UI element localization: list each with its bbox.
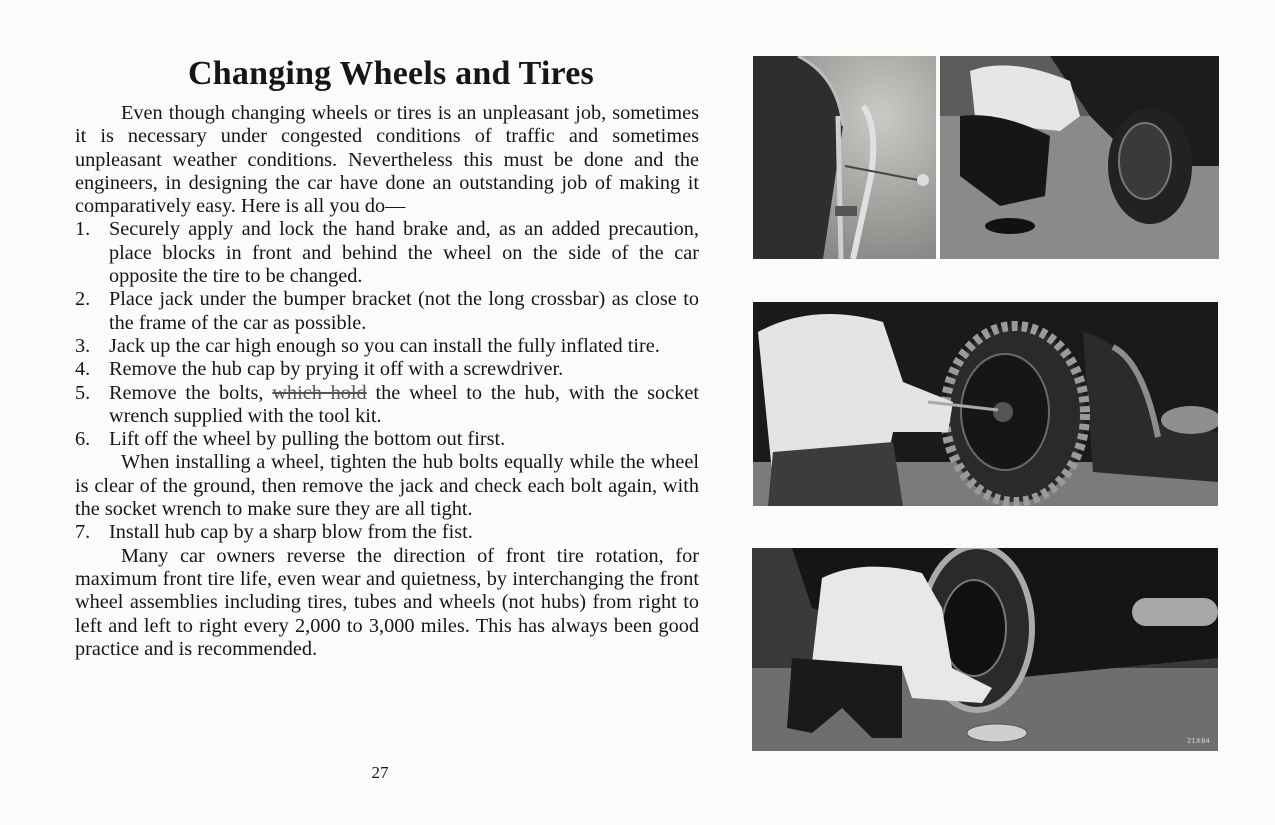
install-paragraph: When installing a wheel, tighten the hub bolts equally while the wheel is clear of the ground, then remove the jack and check each bolt again, with the socket wrench to make sure they are all tight. <box>75 451 699 521</box>
steps-list <box>75 218 699 451</box>
step-text-after: the wheel to the hub, with the socket wrench supplied with the tool kit. <box>109 381 699 427</box>
step-item <box>75 521 699 544</box>
step-item <box>75 218 699 288</box>
step-number: 5. <box>75 381 91 404</box>
remove-hubcap-illustration <box>940 56 1219 259</box>
step-number: 3. <box>75 334 91 357</box>
step-number: 6. <box>75 428 91 451</box>
photo-remove-bolts <box>753 302 1218 506</box>
figure-label: 21X84 <box>1187 738 1210 745</box>
page-title: Changing Wheels and Tires <box>188 55 594 92</box>
lift-wheel-illustration <box>752 548 1218 751</box>
rotation-paragraph: Many car owners reverse the direction of front tire rotation, for maximum front tire life, even wear and quietness, by interchanging the front wheel assemblies including tires, tubes and wheels (not hubs) from right to left and left to right every 2,000 to 3,000 miles. This has always been good practice and is recommended. <box>75 544 699 660</box>
step-number: 4. <box>75 358 91 381</box>
step-item <box>75 358 699 381</box>
step-number: 1. <box>75 218 91 241</box>
step-text: Lift off the wheel by pulling the bottom out first. <box>109 428 506 451</box>
step-item <box>75 288 699 335</box>
step-text: Securely apply and lock the hand brake and, as an added precaution, place blocks in front and behind the wheel on the side of the car opposite the tire to be changed. <box>109 218 699 288</box>
step-text: Jack up the car high enough so you can install the fully inflated tire. <box>109 334 660 357</box>
steps-list-continued <box>75 521 699 544</box>
struck-text: which hold <box>272 381 367 404</box>
step-text-before: Remove the bolts, <box>109 381 264 404</box>
photo-jack-bumper <box>753 56 936 259</box>
step-number: 2. <box>75 288 91 311</box>
step-text: Install hub cap by a sharp blow from the fist. <box>109 521 473 544</box>
step-text: Remove the hub cap by prying it off with a screwdriver. <box>109 358 564 381</box>
step-item <box>75 335 699 358</box>
text-column <box>75 52 699 661</box>
step-number: 7. <box>75 521 91 544</box>
photo-remove-hubcap <box>940 56 1219 259</box>
remove-bolts-illustration <box>753 302 1218 506</box>
step-item <box>75 428 699 451</box>
jack-bumper-illustration <box>753 56 936 259</box>
page-number: 27 <box>371 763 389 782</box>
photo-lift-wheel <box>752 548 1218 751</box>
intro-paragraph: Even though changing wheels or tires is an unpleasant job, sometimes it is necessary under congested conditions of traffic and sometimes unpleasant weather conditions. Nevertheless this must be done and the engineers, in designing the car have done an outstanding job of making it comparatively easy. Here is all you do— <box>75 102 699 218</box>
step-text: Place jack under the bumper bracket (not the long crossbar) as close to the frame of the car as possible. <box>109 288 699 334</box>
step-item <box>75 382 699 429</box>
